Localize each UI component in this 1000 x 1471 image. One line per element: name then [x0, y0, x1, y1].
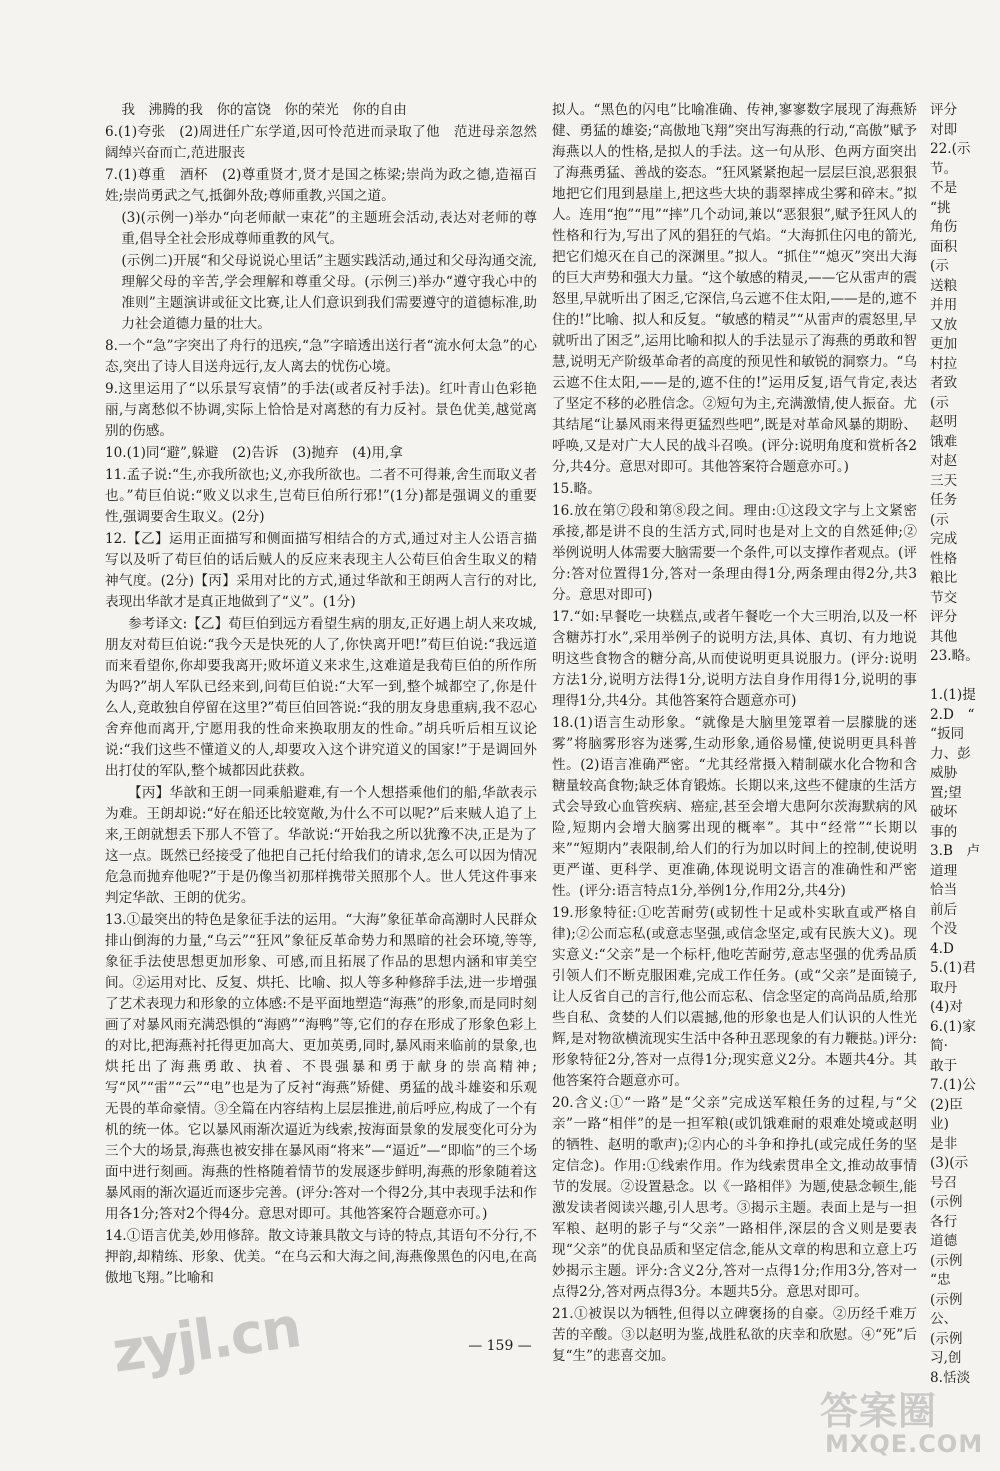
right-column-line: 5.(1)君	[930, 960, 976, 976]
answer-paragraph: 18.(1)语言生动形象。“就像是大脑里笼罩着一层朦胧的迷雾”将脑雾形容为迷雾,生动形象,通俗易懂,使说明更具科普性。(2)语言准确严密。“尤其经常摄入精制碳水化合物和含糖量较高食物;缺乏体育锻炼。长期以来,这些不健康的生活方式会导致心血管疾病、癌症,甚至会增大患阿尔茨海默病的风险,短期内会增大脑雾出现的概率”。其中“经常”“长期以来”“短期内”表限制,给人们的行为加以时间上的控制,使说明更严谨、更科学、更准确,体现说明文语言的准确性和严密性。(评分:语言特点1分,举例1分,作用2分,共4分)	[552, 715, 917, 899]
answer-paragraph: 12.【乙】运用正面描写和侧面描写相结合的方式,通过对主人公语言描写以及听了荀巨伯的话后贼人的反应来表现主人公荀巨伯舍生取义的精神气度。(2分)【丙】采用对比的方式,通过华歆和王朗两人言行的对比,表现出华歆才是真正地做到了“义”。(1分)	[105, 531, 537, 610]
right-column-line: 其他	[930, 628, 958, 645]
left-column	[105, 100, 537, 1290]
right-column-line: 力、彭	[930, 745, 971, 762]
middle-column	[552, 100, 917, 1368]
right-column-line: 面积	[930, 238, 958, 255]
right-column-line: “忠	[930, 1272, 951, 1288]
answer-paragraph: 14.①语言优美,妙用修辞。散文诗兼具散文与诗的特点,其语句不分行,不押韵,却精练、形象、优美。“在乌云和大海之间,海燕像黑色的闪电,在高傲地飞翔。”比喻和	[105, 1228, 537, 1286]
right-column-line: 前后	[930, 901, 958, 918]
answer-paragraph: 7.(1)尊重 酒杯 (2)尊重贤才,贤才是国之栋梁;崇尚为政之德,造福百姓;崇尚勇武之气,抵御外敌;尊师重教,兴国之道。	[105, 167, 537, 204]
right-column-line: (示	[930, 258, 949, 274]
right-column-line: 简·	[930, 1038, 948, 1054]
right-column-line: 4.D	[930, 940, 954, 957]
answer-paragraph: (示例二)开展“和父母说说心里话”主题实践活动,通过和父母沟通交流,理解父母的辛苦,学会理解和尊重父母。(示例三)举办“遵守我心中的准则”主题演讲或征文比赛,让人们意识到我们需要遵守的道德标准,助力社会道德力量的壮大。	[121, 253, 537, 332]
right-column-line: 置;望	[930, 784, 962, 801]
right-column-line: 8.恬淡	[930, 1369, 971, 1386]
right-column-line: 恰当	[930, 882, 958, 898]
answer-paragraph: 6.(1)夸张 (2)周进任广东学道,因可怜范进而录取了他 范进母亲忽然阔绰兴奋而亡,范进服丧	[105, 124, 537, 161]
right-column-line: 任务	[930, 492, 958, 508]
answer-paragraph: 21.①被误以为牺牲,但得以立碑褒扬的自豪。②历经千难万苦的辛酸。③以赵明为鉴,战胜私欲的庆幸和欣慰。④“死”后复“生”的悲喜交加。	[552, 1306, 917, 1364]
answer-paragraph: 16.放在第⑦段和第⑧段之间。理由:①这段文字与上文紧密承接,都是讲不良的生活方式,同时也是对上文的自然延伸;②举例说明人体需要大脑需要一个条件,可以支撑作者观点。(评分:答对位置得1分,答对一条理由得1分,两条理由得2分,共3分。意思对即可)	[552, 503, 917, 603]
watermark-zyjl: zyjl.cn	[108, 1295, 304, 1386]
right-column-line: 7.(1)公	[930, 1077, 976, 1093]
right-column-line: 角伤	[930, 219, 958, 235]
answer-paragraph: 9.这里运用了“以乐景写哀情”的手法(或者反衬手法)。红叶青山色彩艳丽,与离愁似不协调,实际上恰恰是对离愁的有力反衬。景色优美,越觉离别的伤感。	[105, 381, 537, 439]
answer-paragraph: 15.略。	[552, 481, 601, 497]
right-column-line: 敢于	[930, 1057, 958, 1074]
answer-paragraph: 拟人。“黑色的闪电”比喻准确、传神,寥寥数字展现了海燕矫健、勇猛的雄姿;“高傲地飞翔”突出写海燕的行动,“高傲”赋予海燕以人的性格,是拟人的手法。这一句从形、色两方面突出了海燕勇猛、善战的姿态。“狂风紧紧抱起一层层巨浪,恶狠狠地把它们甩到悬崖上,把这些大块的翡翠摔成尘雾和碎末。”拟人。连用“抱”“甩”“摔”几个动词,兼以“恶狠狠”,赋予狂风人的性格和行为,写出了风的猖狂的气焰。“大海抓住闪电的箭光,把它们熄灭在自己的深渊里。”拟人。“抓住”“熄灭”突出大海的巨大声势和强大力量。“这个敏感的精灵,——它从雷声的震怒里,早就听出了困乏,它深信,乌云遮不住太阳,——是的,遮不住的!”比喻、拟人和反复。“敏感的精灵”“从雷声的震怒里,早就听出了困乏”,运用比喻和拟人的手法显示了海燕的勇敢和智慧,说明无产阶级革命者的高度的预见性和敏锐的洞察力。“乌云遮不住太阳,——是的,遮不住的!”运用反复,语气肯定,表达了坚定不移的必胜信念。②短句为主,充满激情,使人振奋。尤其结尾“让暴风雨来得更猛烈些吧”,既是对革命风暴的期盼、呼唤,又是对广大人民的战斗召唤。(评分:说明角度和赏析各2分,共4分。意思对即可。其他答案符合题意亦可。)	[552, 102, 917, 475]
right-column-line: “扳同	[930, 726, 965, 742]
answer-paragraph: 10.(1)同“避”,躲避 (2)告诉 (3)抛弃 (4)用,拿	[105, 445, 403, 461]
right-column-line: 更加	[930, 336, 958, 352]
right-column-line: 个没	[930, 921, 958, 937]
right-column-line: 评分	[930, 609, 958, 625]
right-column-line: 粮比	[930, 570, 958, 586]
right-column-line: 22.(示	[930, 141, 971, 157]
right-column-line: 对赵	[930, 453, 958, 469]
right-column-line: “挑	[930, 199, 951, 216]
watermark-url: MXQE.COM	[825, 1430, 984, 1458]
watermark-daanquan: 答案圈	[820, 1389, 938, 1433]
right-column-line: (示例	[930, 1194, 963, 1210]
right-column-line: 三天	[930, 472, 958, 489]
answer-paragraph: 我 沸腾的我 你的富饶 你的荣光 你的自由	[121, 102, 407, 118]
right-column-partial	[930, 100, 1000, 1387]
right-column-line: (示	[930, 394, 949, 411]
answer-paragraph: 17.“如:早餐吃一块糕点,或者午餐吃一个大三明治,以及一杯含糖苏打水”,采用举例子的说明方法,具体、真切、有力地说明这些食物含的糖分高,从而使说明更具说服力。(评分:说明方法1分,说明方法得1分,说明方法自身作用得1分,说明的事理得1分,共4分。其他答案符合题意亦可)	[552, 609, 917, 709]
right-column-line: 公、	[930, 1311, 958, 1327]
right-column-line: 23.略。	[930, 648, 979, 664]
right-column-line: 评分	[930, 102, 958, 118]
answer-paragraph: 参考译文:【乙】荀巨伯到远方看望生病的朋友,正好遇上胡人来攻城,朋友对荀巨伯说:“我今天是快死的人了,你快离开吧!”荀巨伯说:“我远道而来看望你,你却要我离开;败坏道义来求生,这难道是我荀巨伯的所作所为吗?”胡人军队已经来到,问荀巨伯说:“大军一到,整个城都空了,你是什么人,竟敢独自停留在这里?”荀巨伯回答说:“我的朋友身患重病,我不忍心舍弃他而离开,宁愿用我的性命来换取朋友的性命。”胡兵听后相互议论说:“我们这些不懂道义的人,却要攻入这个讲究道义的国家!”于是调回外出打仗的军队,整个城都因此获救。	[105, 616, 537, 779]
right-column-line: 是非	[930, 1135, 958, 1152]
right-column-line: 6.(1)家	[930, 1018, 976, 1035]
right-column-line: 饿难	[930, 433, 958, 450]
answer-paragraph: 【丙】华歆和王朗一同乘船避难,有一个人想搭乘他们的船,华歆表示为难。王朗却说:“好在船还比较宽敞,为什么不可以呢?”后来贼人追了上来,王朗就想丢下那人不管了。华歆说:“开始我之所以犹豫不决,正是为了这一点。既然已经接受了他把自己托付给我们的请求,怎么可以因为情况危急而抛弃他呢?”于是仍像当初那样携带关照那个人。世人凭这件事来判定华歆、王朗的优劣。	[105, 785, 537, 906]
right-column-line: 送粮	[930, 277, 958, 294]
right-column-line: 对即	[930, 121, 958, 138]
answer-paragraph: 13.①最突出的特色是象征手法的运用。“大海”象征革命高潮时人民群众排山倒海的力量,“乌云”“狂风”象征反革命势力和黑暗的社会环境,等等,象征手法使思想更加形象、可感,而且拓展了作品的思想内涵和审美空间。②运用对比、反复、烘托、比喻、拟人等多种修辞手法,进一步增强了艺术表现力和形象的立体感:不是平面地塑造“海燕”的形象,而是同时刻画了对暴风雨充满恐惧的“海鸥”“海鸭”等,它们的存在形成了形象色彩上的对比,把海燕衬托得更加高大、更加英勇,同时,暴风雨来临前的景象,也烘托出了海燕勇敢、执着、不畏强暴和勇于献身的崇高精神;写“风”“雷”“云”“电”也是为了反衬“海燕”矫健、勇猛的战斗雄姿和乐观无畏的革命豪情。③全篇在内容结构上层层推进,前后呼应,构成了一个有机的统一体。它以暴风雨渐次逼近为线索,按海面景象的发展变化可分为三个大的场景,海燕也被安排在暴风雨“将来”—“逼近”—“即临”的三个场面中进行刻画。海燕的性格随着情节的发展逐步鲜明,海燕的形象随着这暴风雨的渐次逼近而逐步完善。(评分:答对一个得2分,其中表现手法和作用各1分;答对2个得4分。意思对即可。其他答案符合题意亦可。)	[105, 912, 537, 1222]
right-column-line: 威胁	[930, 765, 958, 781]
page-number: — 159 —	[468, 1338, 532, 1354]
right-column-line: (示例	[930, 1330, 963, 1347]
right-column-line: (示	[930, 511, 949, 528]
answer-paragraph: (3)(示例一)举办“向老师献一束花”的主题班会活动,表达对老师的尊重,倡导全社会形成尊师重教的风气。	[121, 210, 537, 247]
right-column-line: (示例	[930, 1291, 963, 1308]
right-column-line: 2.D “	[930, 706, 975, 723]
right-column-line: 完成	[930, 531, 958, 547]
right-column-line: 习,创	[930, 1350, 962, 1366]
right-column-line: 节交	[930, 589, 958, 606]
right-column-line: (示例	[930, 1252, 963, 1269]
right-column-line: 又放	[930, 316, 958, 333]
right-column-line: 取丹	[930, 979, 958, 996]
answer-paragraph: 11.孟子说:“生,亦我所欲也;义,亦我所欲也。二者不可得兼,舍生而取义者也。”荀巨伯说:“败义以求生,岂荀巨伯所行邪!”(1分)都是强调义的重要性,强调要舍生取义。(2分)	[105, 467, 537, 525]
right-column-line: (2)臣	[930, 1096, 963, 1113]
right-column-line	[930, 666, 1000, 686]
right-column-line: (4)对	[930, 999, 963, 1015]
answer-paragraph: 8.一个“急”字突出了舟行的迅疾,“急”字暗透出送行者“流水何太急”的心态,突出了诗人目送舟远行,友人离去的忧伤心境。	[105, 338, 537, 375]
right-column-line: 号召	[930, 1174, 958, 1191]
right-column-line: 并用	[930, 297, 958, 313]
answer-paragraph: 19.形象特征:①吃苦耐劳(或韧性十足或朴实耿直或严格自律);②公而忘私(或意志坚强,或信念坚定,或有民族大义)。现实意义:“父亲”是一个标杆,他吃苦耐劳,意志坚强的优秀品质引领人们不断克服困难,完成工作任务。(或“父亲”是面镜子,让人反省自己的言行,他公而忘私、信念坚定的高尚品质,给那些自私、贪婪的人们以震撼,他的形象也是人们认识的人性光辉,是对物欲横流现实生活中各种丑恶现象的有力鞭挞。)评分:形象特征2分,答对一点得1分;现实意义2分。本题共4分。其他答案符合题意亦可。	[552, 905, 917, 1089]
right-column-line: (3)(示	[930, 1155, 969, 1171]
right-column-line: 性格	[930, 550, 958, 567]
right-column-line: 业)	[930, 1116, 949, 1132]
right-column-line: 破坏	[930, 804, 958, 820]
right-column-line: 不是	[930, 180, 958, 196]
right-column-line: 1.(1)提	[930, 687, 976, 703]
right-column-line: 道德	[930, 1233, 958, 1249]
right-column-line: 赵明	[930, 414, 958, 430]
right-column-line: 各行	[930, 1213, 958, 1230]
right-column-line: 者致	[930, 375, 958, 391]
right-column-line: 3.B 卢	[930, 843, 981, 859]
right-column-line: 道理	[930, 862, 958, 879]
answer-paragraph: 20.含义:①“一路”是“父亲”完成送军粮任务的过程,与“父亲”一路“相伴”的是一担军粮(或饥饿难耐的艰难处境或赵明的牺牲、赵明的歌声);②内心的斗争和挣扎(或完成任务的坚定信念)。作用:①线索作用。作为线索贯串全文,推动故事情节的发展。②设置悬念。以《一路相伴》为题,使悬念顿生,能激发读者阅读兴趣,引人思考。③揭示主题。表面上是与一担军粮、赵明的影子与“父亲”一路相伴,深层的含义则是要表现“父亲”的优良品质和坚定信念,能从文章的构思和立意上巧妙揭示主题。评分:含义2分,答对一点得1分;作用3分,答对一点得2分,答对两点得3分。本题共5分。意思对即可。	[552, 1095, 917, 1300]
right-column-line: 村拉	[930, 355, 958, 372]
right-column-line: 节。	[930, 160, 958, 177]
right-column-line: 事的	[930, 823, 958, 840]
